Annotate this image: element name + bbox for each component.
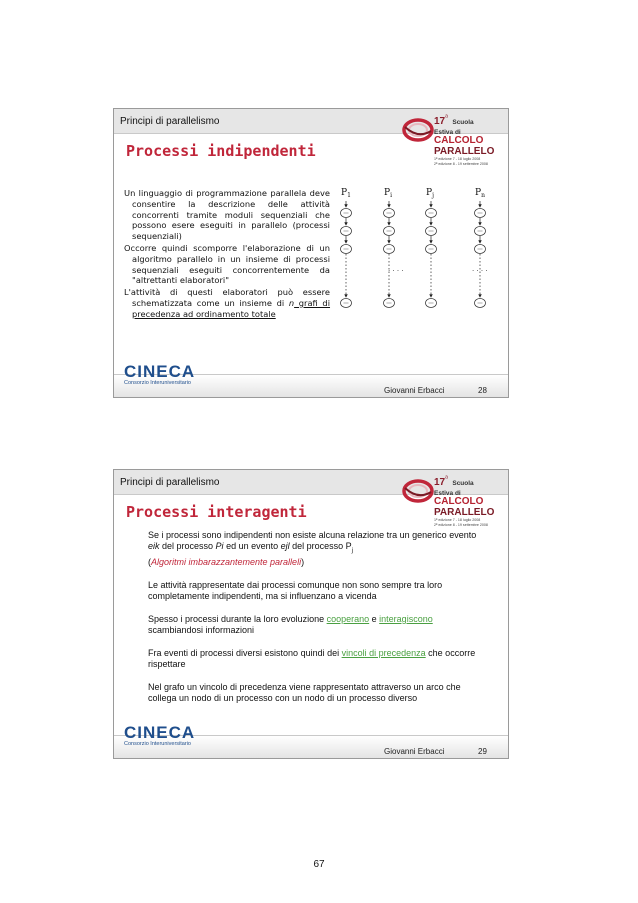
slide-header-text: Principi di parallelismo — [120, 477, 220, 488]
precedence-graph — [334, 185, 504, 315]
logo-parallelo: PARALLELO — [434, 507, 495, 518]
cineca-word: CINECA — [124, 362, 196, 381]
body-paragraph: Le attività rappresentate dai processi comunque non sono sempre tra loro completamente indipendenti, ma si influenzano a vicenda — [148, 579, 443, 602]
highlight-green: vincoli di precedenza — [341, 647, 426, 658]
highlight-red: Algoritmi imbarazzantemente paralleli — [151, 557, 302, 568]
body-paragraph: Se i processi sono indipendenti non esiste alcuna relazione tra un generico evento eik del processo Pi ed un evento ejl del processo $P_j$ (Algoritmi imbarazzantemente paralleli) — [148, 530, 477, 568]
process-label: $P_j$ — [426, 188, 434, 199]
logo-calcolo: CALCOLO — [434, 135, 484, 146]
document-page-number: 67 — [313, 859, 325, 870]
cineca-logo — [124, 724, 195, 748]
process-label: $P_1$ — [341, 188, 351, 199]
logo-scuola: Scuola — [452, 119, 474, 126]
logo-scuola: Scuola — [452, 480, 474, 487]
highlight-green: interagiscono — [379, 613, 433, 624]
footer-author: Giovanni Erbacci — [384, 747, 445, 756]
logo-ring-icon — [402, 478, 434, 504]
cineca-sub: Consorzio Interuniversitario — [124, 380, 191, 386]
scuola-logo — [402, 472, 510, 527]
slide-29 — [113, 469, 509, 759]
slide-body — [124, 188, 330, 321]
slide-28 — [113, 108, 509, 398]
slide-title: Processi indipendenti — [126, 142, 316, 160]
logo-edition-1: 1ª edizione 7 - 18 luglio 2008 — [434, 518, 481, 522]
logo-ring-icon — [402, 117, 434, 143]
logo-calcolo: CALCOLO — [434, 496, 484, 507]
body-paragraph: L'attività di questi elaboratori può essere schematizzata come un insieme di n grafi di precedenza ad ordinamento totale — [124, 287, 331, 319]
footer-author: Giovanni Erbacci — [384, 386, 445, 395]
process-label: $P_i$ — [384, 188, 392, 199]
process-label: $P_n$ — [475, 188, 485, 199]
logo-edition-2: 2ª edizione 8 - 19 settembre 2008 — [434, 162, 488, 166]
logo-edition-1: 1ª edizione 7 - 18 luglio 2008 — [434, 157, 481, 161]
graph-ellipsis-right: . . . . — [472, 265, 488, 273]
cineca-logo — [124, 363, 195, 387]
slide-header-text: Principi di parallelismo — [120, 116, 220, 127]
scuola-logo — [402, 111, 510, 166]
logo-number-sup: a — [445, 474, 448, 481]
logo-edition-2: 2ª edizione 8 - 19 settembre 2008 — [434, 523, 488, 527]
slide-page-number: 29 — [478, 747, 487, 756]
logo-estiva: Estiva di — [434, 490, 461, 497]
logo-number: 17 — [434, 477, 446, 488]
logo-parallelo: PARALLELO — [434, 146, 495, 157]
logo-estiva: Estiva di — [434, 129, 461, 136]
body-paragraph: Fra eventi di processi diversi esistono quindi dei vincoli di precedenza che occorre rispettare — [148, 647, 476, 669]
logo-number: 17 — [434, 116, 446, 127]
body-paragraph: Un linguaggio di programmazione parallela deve consentire la descrizione delle attività concorrenti tramite moduli sequenziali che possono esere eseguiti in parallelo (processi sequenziali) — [124, 188, 330, 242]
graph-ellipsis-left: . . . . — [388, 265, 404, 273]
highlight-green: cooperano — [326, 613, 370, 624]
logo-number-sup: a — [445, 113, 448, 120]
body-paragraph: Nel grafo un vincolo di precedenza viene rappresentato attraverso un arco che collega un nodo di un processo con un nodo di un processo diverso — [148, 681, 461, 703]
slide-title: Processi interagenti — [126, 503, 307, 521]
body-paragraph: Occorre quindi scomporre l'elaborazione di un algoritmo parallelo in un insieme di processi sequenziali eseguiti concorrentemente da "altrettanti elaboratori" — [124, 242, 330, 286]
cineca-sub: Consorzio Interuniversitario — [124, 741, 191, 747]
body-paragraph: Spesso i processi durante la loro evoluzione cooperano e interagiscono scambiandosi informazioni — [148, 613, 433, 636]
slide-body — [148, 530, 483, 716]
cineca-word: CINECA — [124, 723, 196, 742]
slide-page-number: 28 — [478, 386, 487, 395]
